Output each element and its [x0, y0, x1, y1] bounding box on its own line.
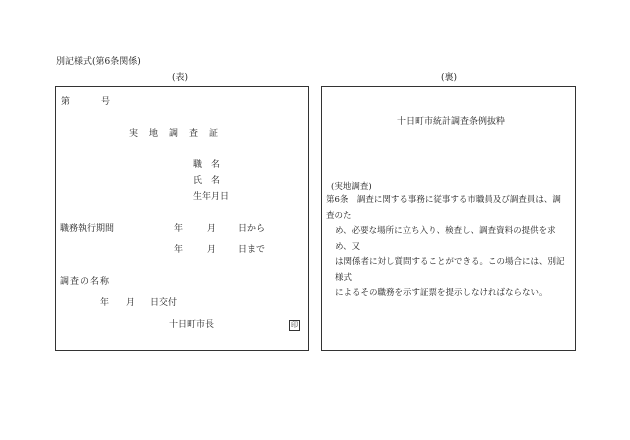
article-line-3: は関係者に対し質問することができる。この場合には、別記様式 [335, 257, 565, 283]
number-label: 第 [61, 97, 71, 107]
number-suffix: 号 [101, 97, 111, 107]
issuer: 十日町市長 [169, 320, 215, 330]
period-to-day: 日まで [238, 245, 266, 255]
seal-box [289, 320, 300, 331]
survey-name-label: 調査の名称 [60, 277, 111, 287]
issued-month: 月 [126, 298, 136, 308]
article-line-4: によるその職務を示す証票を提示しなければならない。 [335, 288, 548, 298]
back-side-label: (裏) [441, 73, 458, 83]
period-to-month: 月 [207, 245, 217, 255]
article-line-1: 第6条 調査に関する事務に従事する市職員及び調査員は、調査のた [326, 195, 561, 221]
birthdate-label: 生年月日 [193, 192, 230, 202]
seal-mark: 印 [291, 321, 298, 329]
back-card [321, 86, 576, 351]
period-from-day: 日から [238, 224, 266, 234]
position-label: 職 名 [193, 160, 221, 170]
name-label: 氏 名 [193, 176, 221, 186]
article-line-2: め、必要な場所に立ち入り、検査し、調査資料の提供を求め、又 [335, 226, 556, 252]
section-heading: (実地調査) [331, 182, 372, 192]
front-side-label: (表) [172, 73, 189, 83]
period-to-year: 年 [174, 245, 184, 255]
front-card [55, 86, 309, 351]
issued-day: 日交付 [150, 298, 178, 308]
period-from-year: 年 [174, 224, 184, 234]
form-title: 別記様式(第6条関係) [56, 57, 141, 67]
issued-year: 年 [100, 298, 110, 308]
period-label: 職務執行期間 [60, 224, 115, 234]
ordinance-title: 十日町市統計調査条例抜粋 [397, 117, 506, 127]
article-text [326, 193, 569, 302]
card-title: 実 地 調 査 証 [129, 129, 220, 139]
period-from-month: 月 [207, 224, 217, 234]
